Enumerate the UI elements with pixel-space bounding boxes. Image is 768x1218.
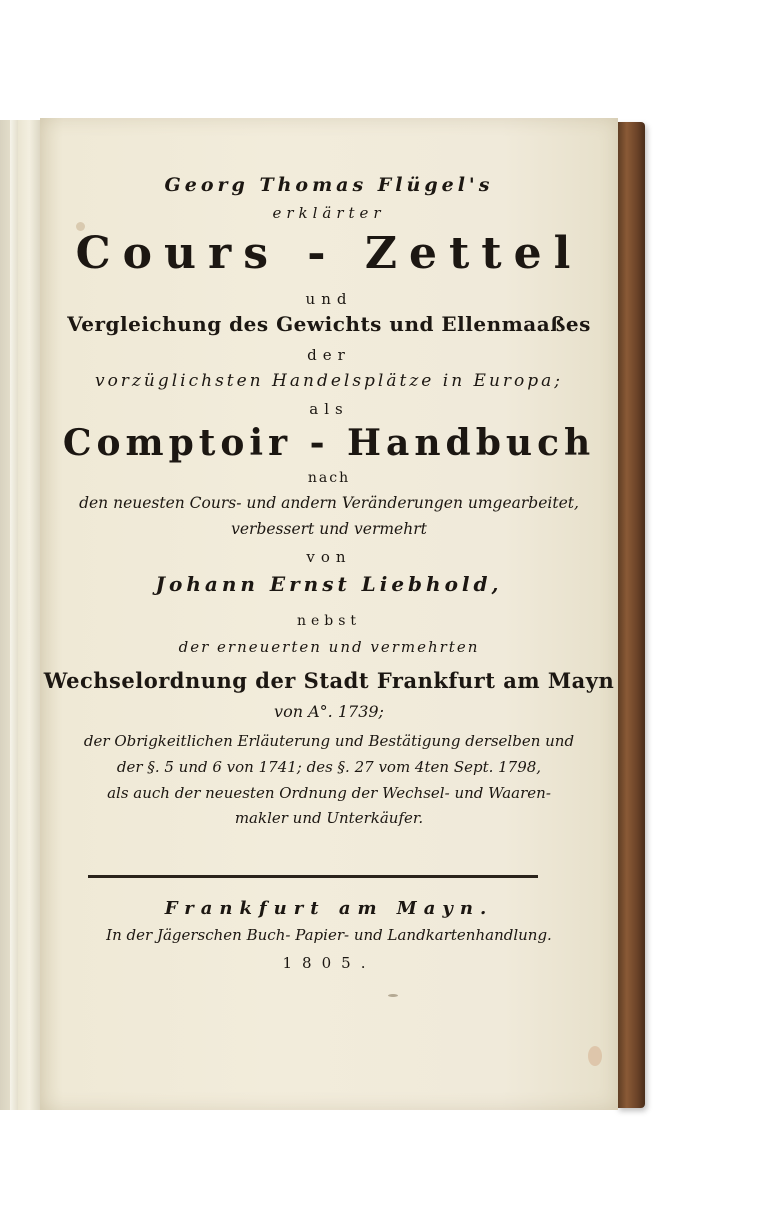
- imprint-publisher: In der Jägerschen Buch- Papier- und Landkartenhandlung.: [106, 926, 552, 944]
- word-als: als: [309, 400, 349, 418]
- subtitle-2: vorzüglichsten Handelsplätze in Europa;: [94, 371, 564, 391]
- imprint-place: Frankfurt am Mayn.: [164, 898, 494, 919]
- word-erklaerter: erklärter: [272, 204, 386, 222]
- imprint-year: 1805.: [282, 954, 376, 972]
- subtitle-9: als auch der neuesten Ordnung der Wechsel- und Waaren-: [107, 784, 551, 802]
- subtitle-7: der Obrigkeitlichen Erläuterung und Bestätigung derselben und: [83, 732, 575, 750]
- word-nebst: nebst: [296, 613, 362, 629]
- author-line: Georg Thomas Flügel's: [164, 174, 494, 196]
- word-nach: nach: [307, 470, 351, 486]
- divider-rule: [88, 875, 538, 878]
- subtitle-10: makler und Unterkäufer.: [234, 809, 424, 827]
- word-und: und: [305, 290, 353, 308]
- left-page-edge: [0, 120, 43, 1110]
- third-title: Wechselordnung der Stadt Frankfurt am Mayn: [43, 668, 615, 693]
- subtitle-4: verbessert und vermehrt: [231, 520, 427, 538]
- word-von: von: [306, 548, 352, 566]
- main-title: Cours - Zettel: [75, 228, 583, 279]
- title-page-text: [40, 118, 618, 1110]
- book-cover-edge: [617, 122, 645, 1108]
- title-page: [40, 118, 618, 1110]
- open-book: [0, 118, 645, 1110]
- subtitle-6: von A°. 1739;: [274, 702, 384, 721]
- subtitle-1: Vergleichung des Gewichts und Ellenmaaßes: [67, 312, 591, 336]
- word-der: der: [307, 346, 351, 364]
- subtitle-8: der §. 5 und 6 von 1741; des §. 27 vom 4ten Sept. 1798,: [116, 758, 542, 776]
- binding-strip: [10, 120, 18, 1110]
- second-title: Comptoir - Handbuch: [62, 422, 596, 464]
- subtitle-3: den neuesten Cours- und andern Veränderungen umgearbeitet,: [79, 494, 579, 512]
- subtitle-5: der erneuerten und vermehrten: [178, 638, 480, 656]
- editor-name: Johann Ernst Liebhold,: [155, 572, 503, 596]
